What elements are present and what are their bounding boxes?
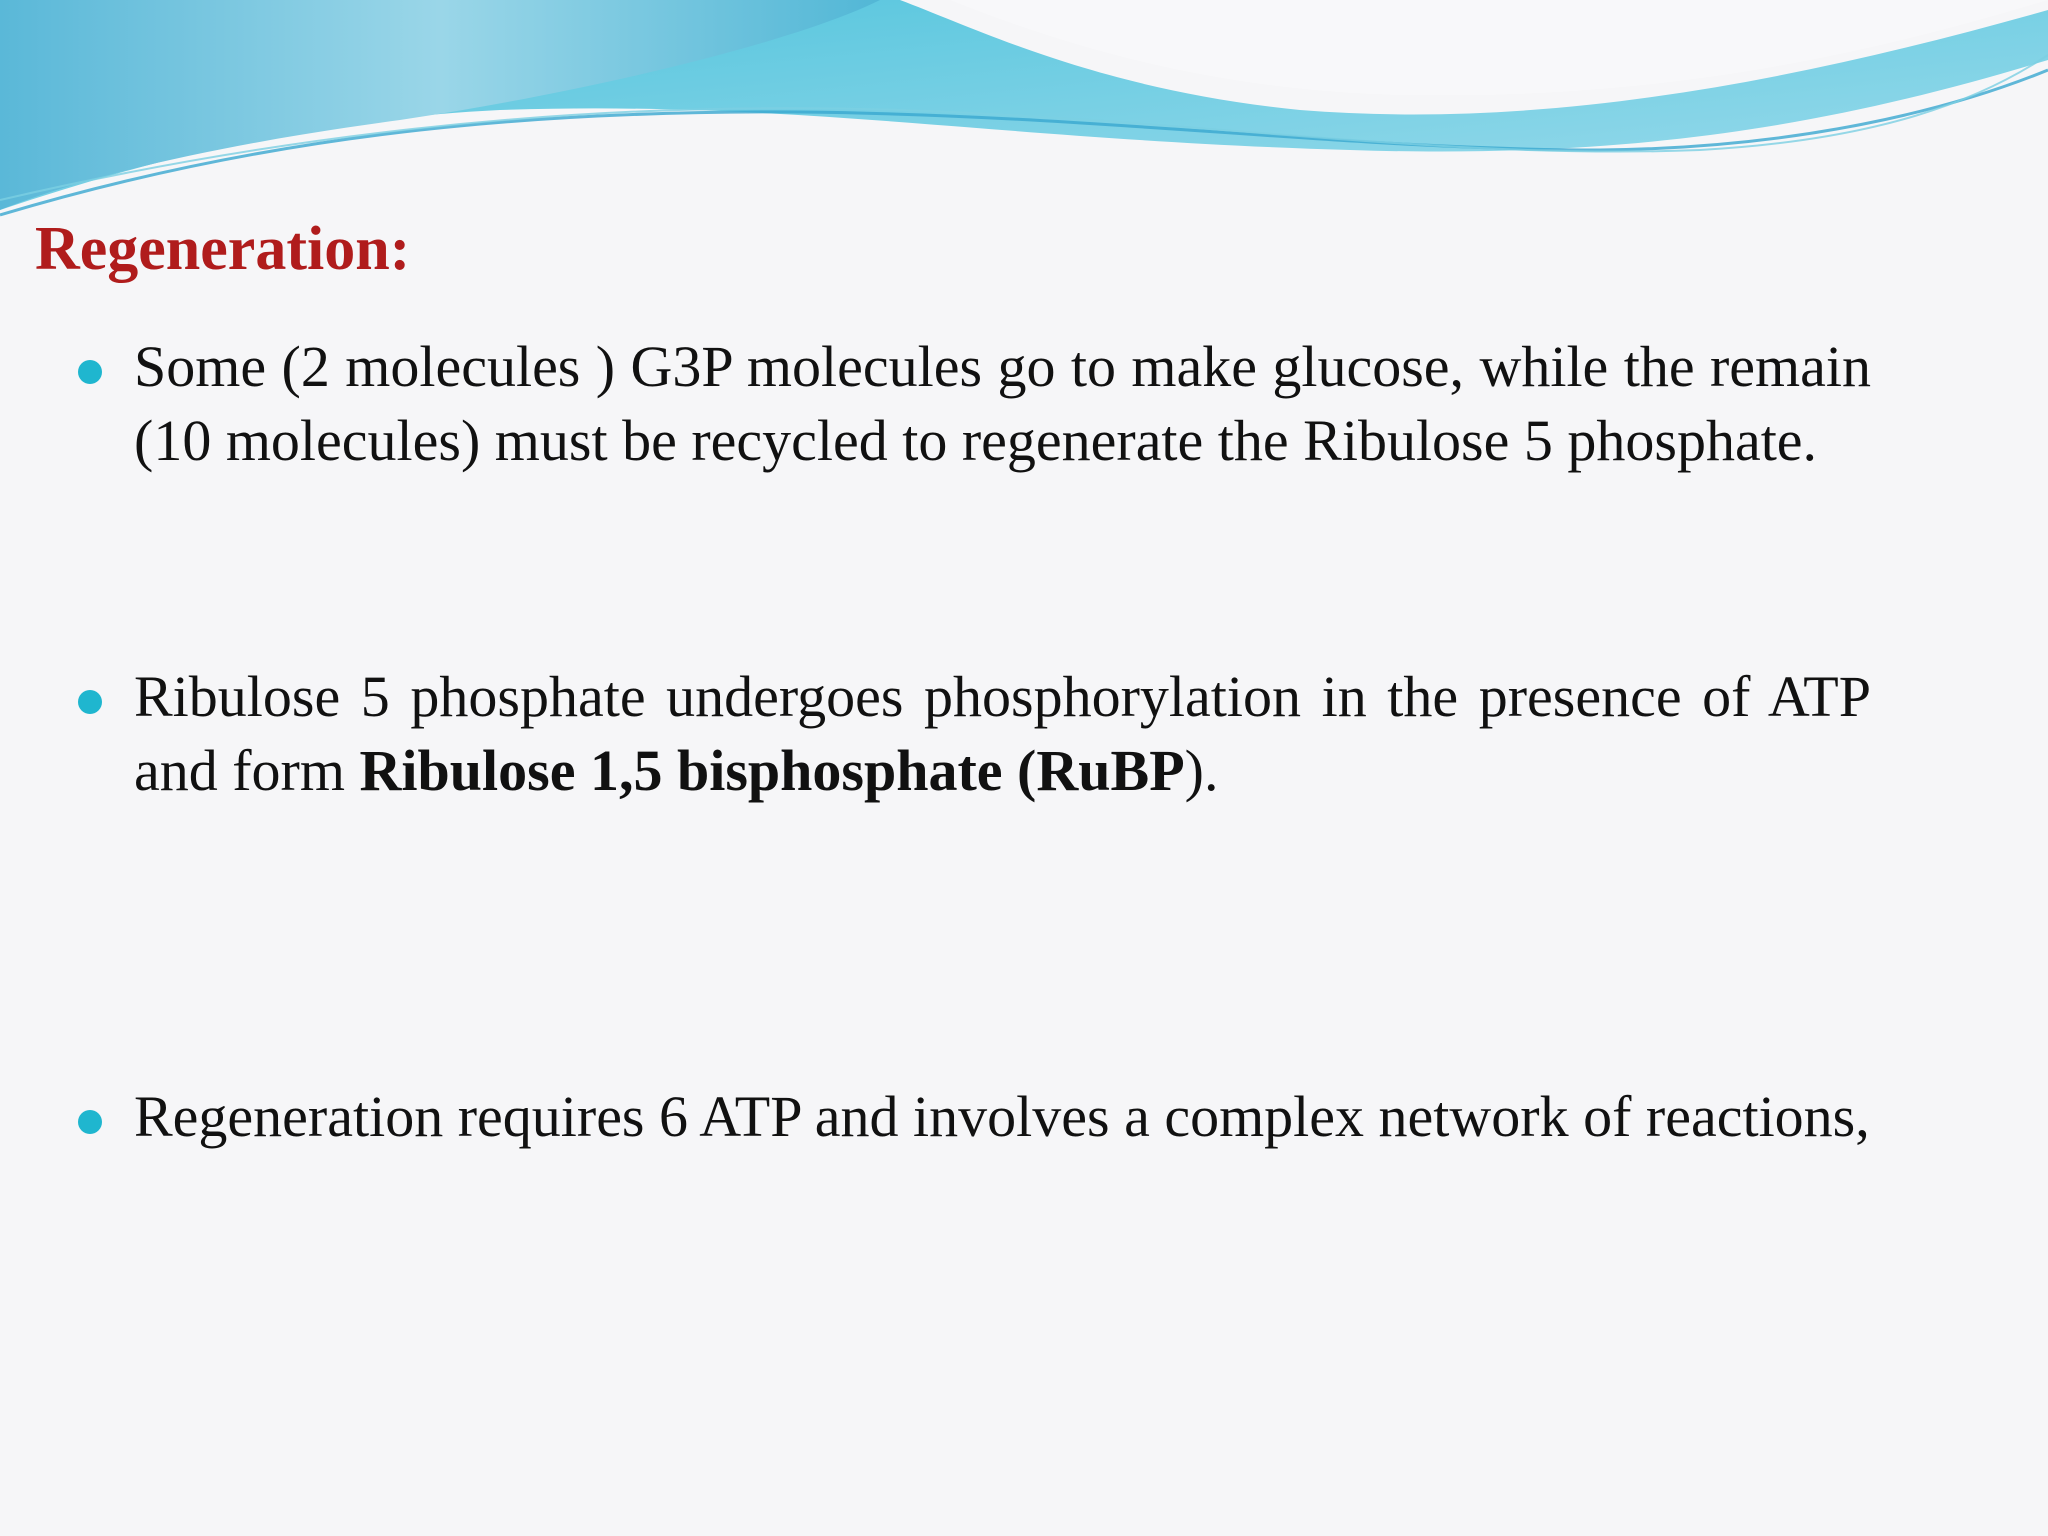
bullet-dot-icon	[78, 690, 102, 714]
bullet-text: Regeneration requires 6 ATP and involves a complex network of reactions,	[134, 1084, 1870, 1149]
bullet-text	[134, 660, 1871, 808]
bullet-text-part	[1003, 738, 1018, 803]
bullet-text-part: ).	[1184, 738, 1219, 803]
slide-title: Regeneration:	[35, 215, 411, 283]
bullet-text-part: Ribulose 5 phosphate undergoes phosphorylation in the presence of ATP and form	[134, 664, 1871, 803]
bullet-bold-term: Ribulose 1,5 bisphosphate	[359, 738, 1003, 803]
bullet-dot-icon	[78, 1110, 102, 1134]
bullet-bold-abbreviation: (RuBP	[1017, 738, 1185, 803]
bullet-dot-icon	[78, 360, 102, 384]
bullet-text: Some (2 molecules ) G3P molecules go to make glucose, while the remain (10 molecules) must be recycled to regenerate the Ribulose 5 phosphate.	[134, 334, 1871, 473]
header-wave-decoration	[0, 0, 2048, 240]
